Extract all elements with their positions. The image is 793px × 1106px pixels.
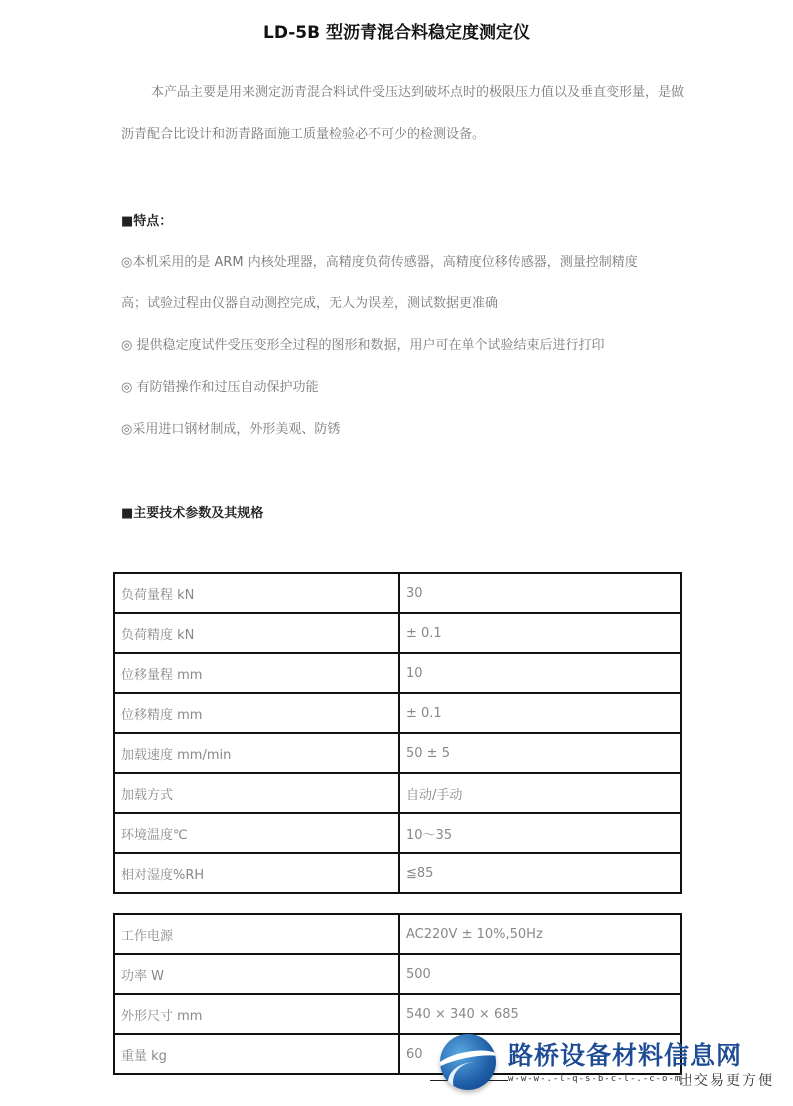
feature-item: ◎ 提供稳定度试件受压变形全过程的图形和数据，用户可在单个试验结束后进行打印 bbox=[121, 338, 605, 353]
spec-key: 位移量程 mm bbox=[114, 653, 399, 693]
spec-key: 相对湿度%RH bbox=[114, 853, 399, 893]
spec-key: 功率 W bbox=[114, 954, 399, 994]
table-row bbox=[114, 653, 681, 693]
spec-value: ± 0.1 bbox=[399, 613, 681, 653]
table-row bbox=[114, 914, 681, 954]
spec-value: 60 bbox=[399, 1034, 681, 1074]
spec-value: 30 bbox=[399, 573, 681, 613]
spec-value: ≦85 bbox=[399, 853, 681, 893]
features-heading: ■特点： bbox=[121, 214, 173, 229]
spec-key: 负荷精度 kN bbox=[114, 613, 399, 653]
feature-item: ◎ 有防错操作和过压自动保护功能 bbox=[121, 380, 319, 395]
spec-key: 工作电源 bbox=[114, 914, 399, 954]
table-row bbox=[114, 773, 681, 813]
table-row bbox=[114, 693, 681, 733]
table-row bbox=[114, 994, 681, 1034]
spec-value: 540 × 340 × 685 bbox=[399, 994, 681, 1034]
watermark-slogan: 让交易更方便 bbox=[678, 1073, 774, 1089]
watermark-name: 路桥设备材料信息网 bbox=[508, 1041, 743, 1070]
spec-key: 外形尺寸 mm bbox=[114, 994, 399, 1034]
spec-value: ± 0.1 bbox=[399, 693, 681, 733]
spec-key: 重量 kg bbox=[114, 1034, 399, 1074]
spec-value: 50 ± 5 bbox=[399, 733, 681, 773]
feature-item: ◎采用进口钢材制成，外形美观、防锈 bbox=[121, 422, 341, 437]
spec-value: 10～35 bbox=[399, 813, 681, 853]
spec-table-1 bbox=[113, 572, 682, 894]
spec-value: 500 bbox=[399, 954, 681, 994]
table-row bbox=[114, 613, 681, 653]
spec-key: 负荷量程 kN bbox=[114, 573, 399, 613]
spec-key: 加载速度 mm/min bbox=[114, 733, 399, 773]
watermark-logo bbox=[440, 1034, 793, 1102]
intro-paragraph: 本产品主要是用来测定沥青混合料试件受压达到破坏点时的极限压力值以及垂直变形量，是做沥青配合比设计和沥青路面施工质量检验必不可少的检测设备。 bbox=[121, 85, 685, 142]
spec-value: 10 bbox=[399, 653, 681, 693]
watermark-url: w-w-w-.-l-q-s-b-c-l-.-c-o-m—|— bbox=[508, 1074, 701, 1084]
table-row bbox=[114, 954, 681, 994]
specs-heading: ■主要技术参数及其规格 bbox=[121, 506, 264, 521]
road-logo-icon bbox=[440, 1034, 496, 1090]
feature-item: ◎本机采用的是 ARM 内核处理器，高精度负荷传感器，高精度位移传感器，测量控制精度 bbox=[121, 255, 638, 270]
spec-key: 加载方式 bbox=[114, 773, 399, 813]
spec-key: 位移精度 mm bbox=[114, 693, 399, 733]
spec-key: 环境温度℃ bbox=[114, 813, 399, 853]
feature-item: 高；试验过程由仪器自动测控完成，无人为误差，测试数据更准确 bbox=[121, 296, 499, 311]
page-title: LD-5B 型沥青混合料稳定度测定仪 bbox=[262, 23, 531, 43]
spec-value: 自动/手动 bbox=[399, 773, 681, 813]
table-row bbox=[114, 813, 681, 853]
spec-value: AC220V ± 10%,50Hz bbox=[399, 914, 681, 954]
table-row bbox=[114, 573, 681, 613]
table-row bbox=[114, 733, 681, 773]
table-row bbox=[114, 853, 681, 893]
